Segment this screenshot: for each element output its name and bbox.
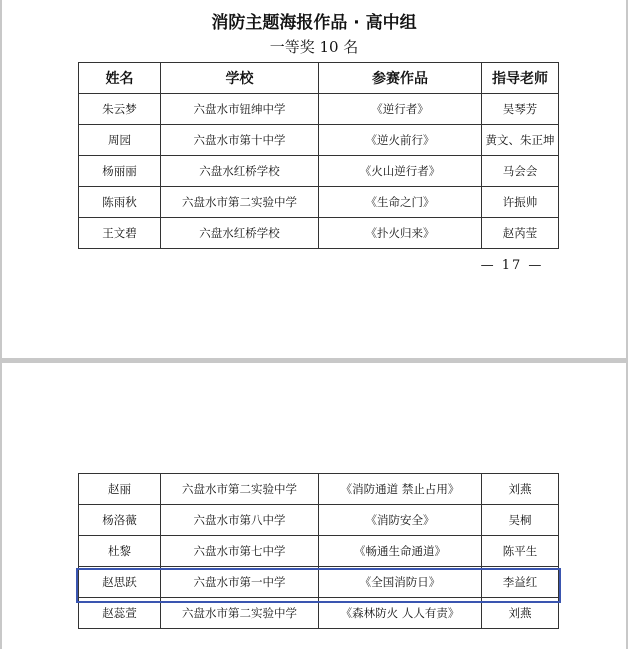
document-page-2 (2, 363, 626, 649)
cell-name: 陈雨秋 (79, 187, 161, 218)
cell-teacher: 马会会 (482, 156, 559, 187)
page-number: — 17 — (480, 258, 544, 273)
cell-work: 《畅通生命通道》 (319, 536, 482, 567)
header-school: 学校 (161, 63, 319, 94)
section-title: 消防主题海报作品 · 高中组 (211, 13, 417, 33)
award-subtitle: 一等奖 10 名 (269, 38, 359, 56)
cell-work: 《逆火前行》 (319, 125, 482, 156)
table-row (79, 536, 559, 567)
cell-school: 六盘水市第二实验中学 (161, 598, 319, 629)
table-row (79, 94, 559, 125)
cell-name: 赵丽 (79, 474, 161, 505)
cell-teacher: 吴琴芳 (482, 94, 559, 125)
cell-name: 杨洛薇 (79, 505, 161, 536)
cell-school: 六盘水红桥学校 (161, 218, 319, 249)
cell-work: 《逆行者》 (319, 94, 482, 125)
cell-school: 六盘水市第一中学 (161, 567, 319, 598)
header-work: 参赛作品 (319, 63, 482, 94)
cell-name: 周园 (79, 125, 161, 156)
table-row (79, 474, 559, 505)
header-name: 姓名 (79, 63, 161, 94)
cell-teacher: 李益红 (482, 567, 559, 598)
document-page-1 (2, 0, 626, 358)
cell-teacher: 赵芮莹 (482, 218, 559, 249)
cell-teacher: 吴桐 (482, 505, 559, 536)
cell-name: 杨丽丽 (79, 156, 161, 187)
table-row-highlighted (79, 567, 559, 598)
cell-work: 《消防安全》 (319, 505, 482, 536)
cell-school: 六盘水市第十中学 (161, 125, 319, 156)
cell-name: 赵蕊萱 (79, 598, 161, 629)
table-row (79, 156, 559, 187)
cell-name: 朱云梦 (79, 94, 161, 125)
cell-name: 赵思跃 (79, 567, 161, 598)
table-row (79, 187, 559, 218)
cell-work: 《全国消防日》 (319, 567, 482, 598)
cell-name: 王文碧 (79, 218, 161, 249)
cell-work: 《消防通道 禁止占用》 (319, 474, 482, 505)
cell-school: 六盘水市第二实验中学 (161, 474, 319, 505)
table-row (79, 598, 559, 629)
cell-work: 《扑火归来》 (319, 218, 482, 249)
cell-teacher: 刘燕 (482, 598, 559, 629)
awards-table-2 (78, 473, 559, 629)
cell-work: 《火山逆行者》 (319, 156, 482, 187)
cell-school: 六盘水市第二实验中学 (161, 187, 319, 218)
table-row (79, 505, 559, 536)
awards-table-1 (78, 62, 559, 249)
cell-teacher: 黄文、朱正坤 (482, 125, 559, 156)
table-row (79, 125, 559, 156)
header-teacher: 指导老师 (482, 63, 559, 94)
cell-teacher: 许振帅 (482, 187, 559, 218)
cell-work: 《生命之门》 (319, 187, 482, 218)
table-header-row (79, 63, 559, 94)
cell-school: 六盘水市第八中学 (161, 505, 319, 536)
cell-teacher: 刘燕 (482, 474, 559, 505)
cell-work: 《森林防火 人人有责》 (319, 598, 482, 629)
cell-name: 杜黎 (79, 536, 161, 567)
table-row (79, 218, 559, 249)
cell-school: 六盘水红桥学校 (161, 156, 319, 187)
cell-teacher: 陈平生 (482, 536, 559, 567)
cell-school: 六盘水市钮绅中学 (161, 94, 319, 125)
cell-school: 六盘水市第七中学 (161, 536, 319, 567)
